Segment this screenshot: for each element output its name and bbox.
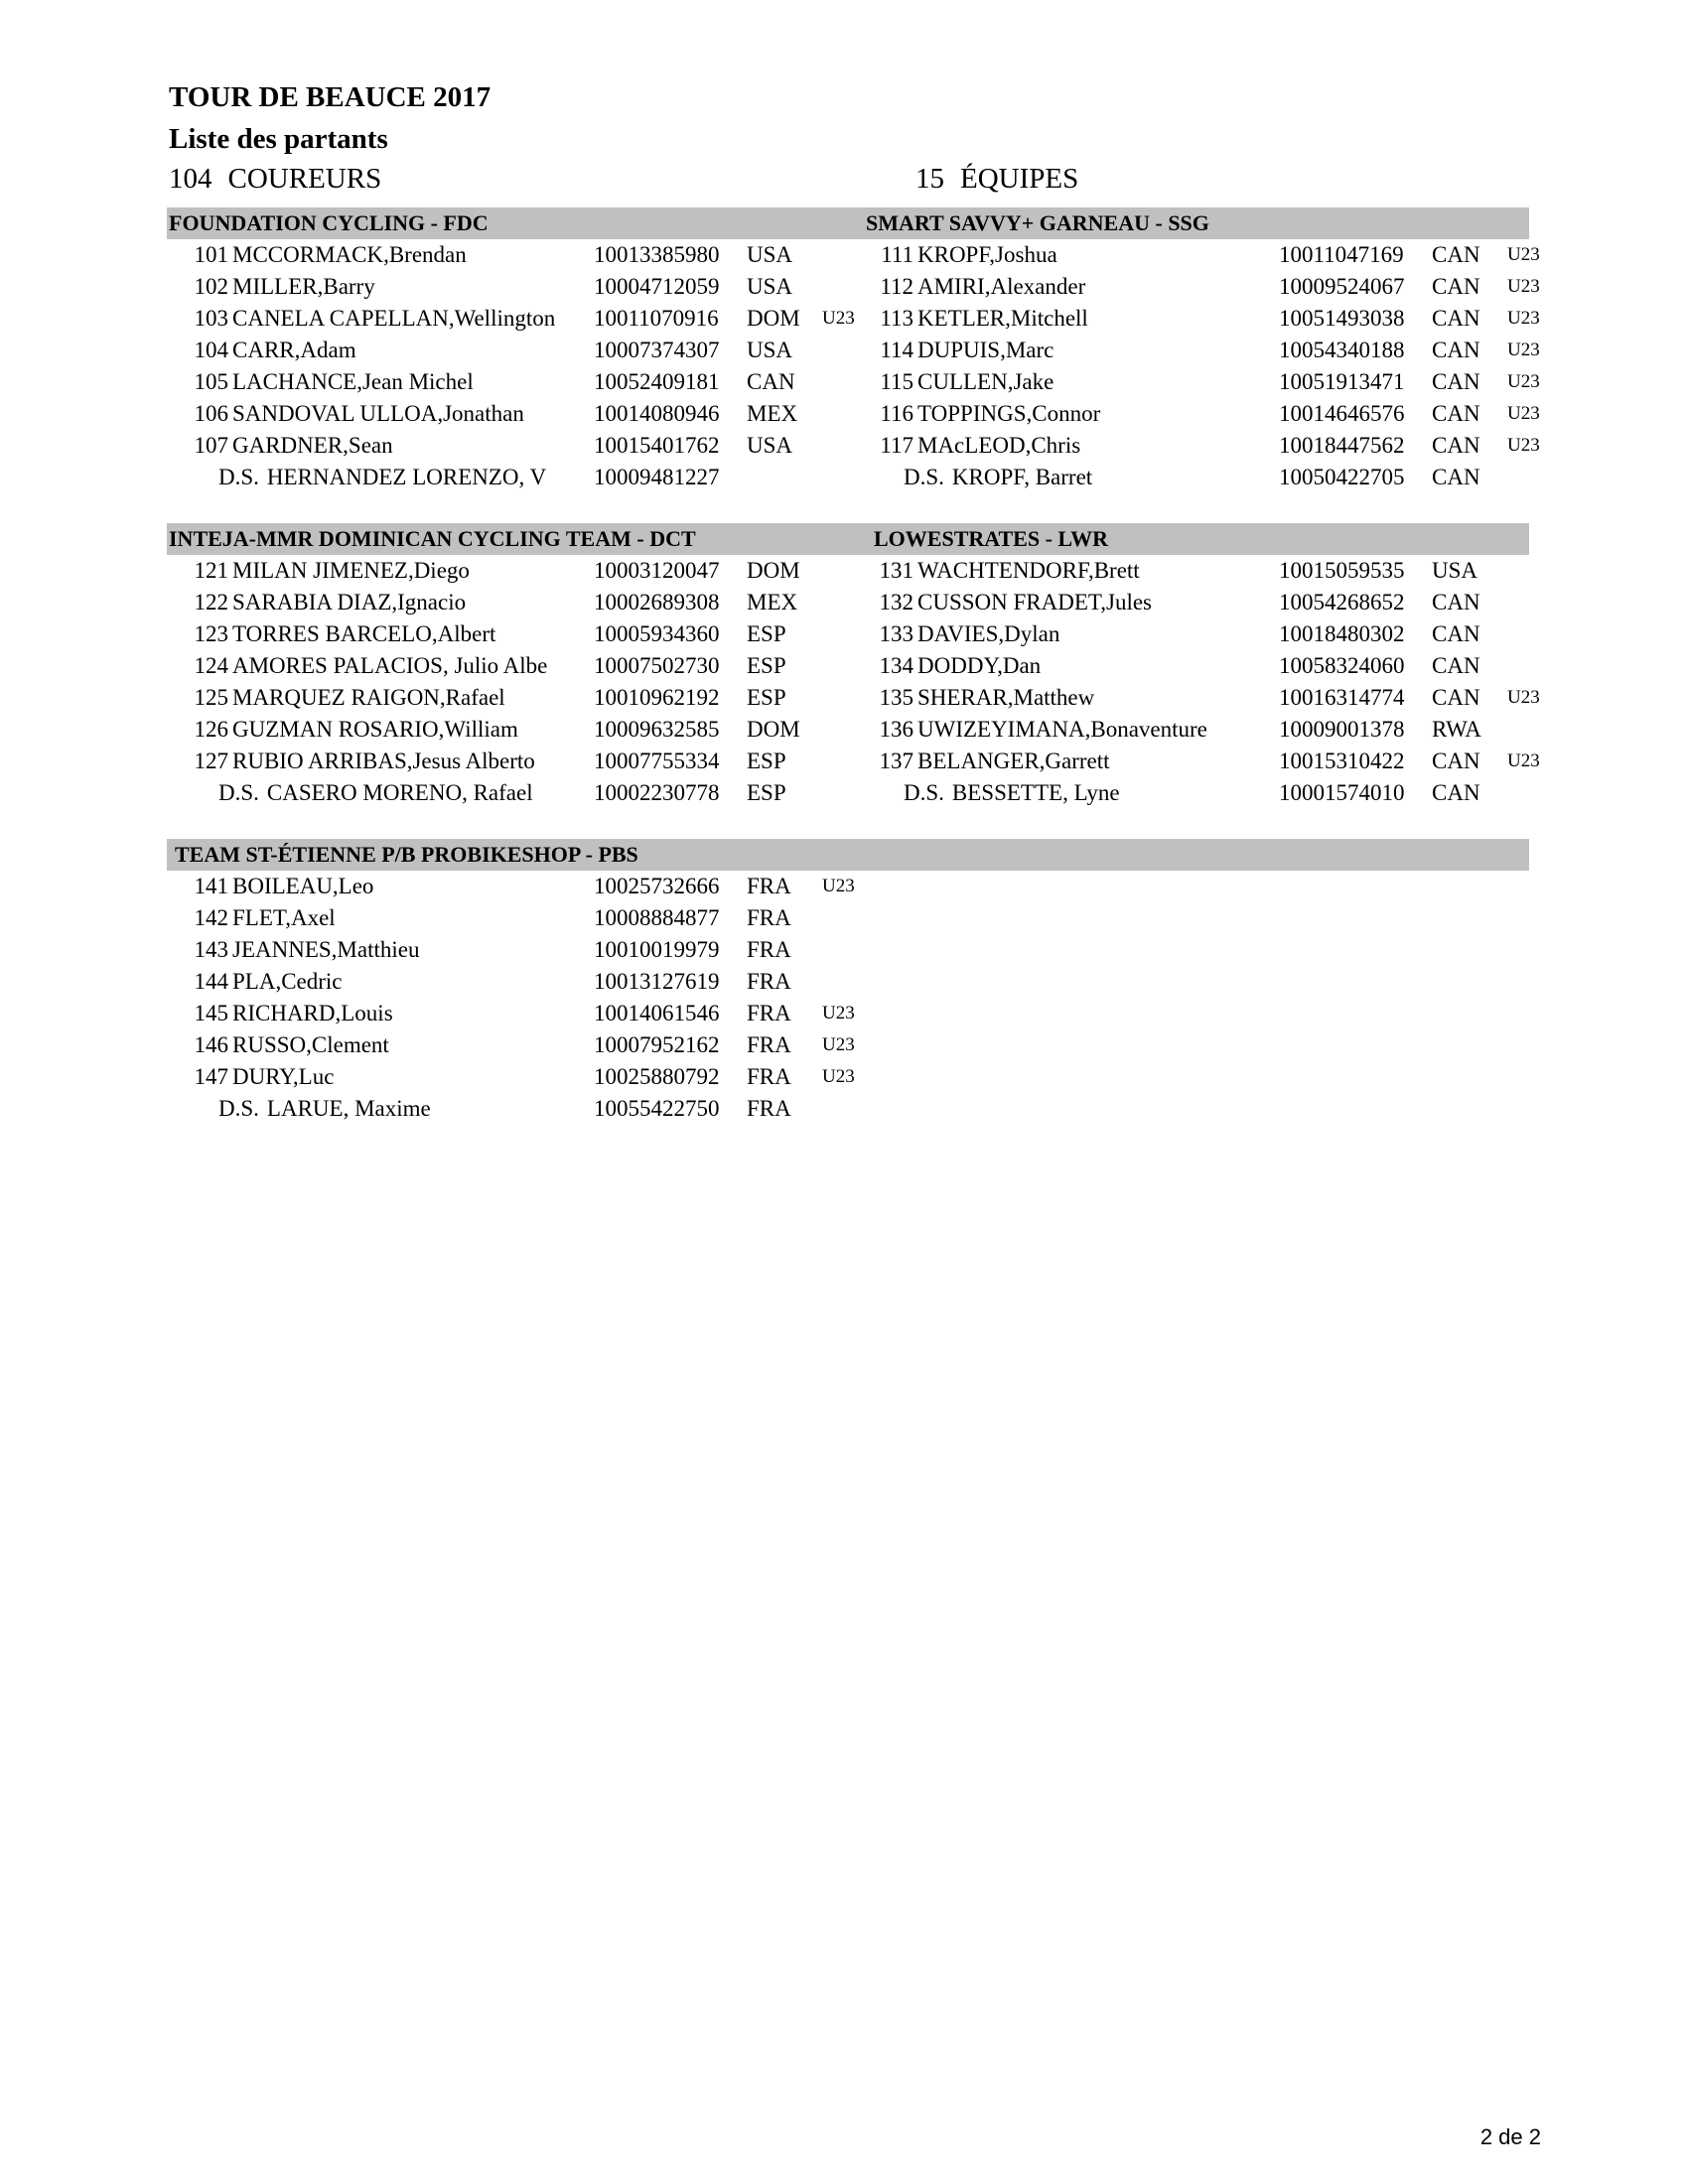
director-name: CASERO MORENO, Rafael xyxy=(266,780,533,805)
rider-name: WACHTENDORF,Brett xyxy=(917,558,1140,583)
rider-name: AMORES PALACIOS, Julio Albe xyxy=(232,653,548,678)
rider-row xyxy=(854,271,1539,303)
rider-row xyxy=(854,714,1539,746)
rider-row xyxy=(854,398,1539,430)
rider-uci-id: 10008884877 xyxy=(594,905,720,930)
rider-uci-id: 10011070916 xyxy=(594,306,719,331)
rider-name: RUSSO,Clement xyxy=(232,1032,389,1057)
rider-row xyxy=(854,303,1539,335)
rider-uci-id: 10014646576 xyxy=(1279,401,1405,426)
team-name: FOUNDATION CYCLING - FDC xyxy=(169,210,489,235)
rider-uci-id: 10013385980 xyxy=(594,242,720,267)
rider-name: RUBIO ARRIBAS,Jesus Alberto xyxy=(232,749,535,773)
rider-name: DAVIES,Dylan xyxy=(917,621,1060,646)
rider-row xyxy=(169,555,854,587)
rider-name: KROPF,Joshua xyxy=(917,242,1057,267)
rider-category: U23 xyxy=(1507,308,1540,329)
team-roster xyxy=(854,239,1539,491)
rider-row xyxy=(169,746,854,777)
rider-category: U23 xyxy=(822,1034,855,1055)
rider-row xyxy=(854,618,1539,650)
rider-row xyxy=(169,430,854,462)
rider-nationality: CAN xyxy=(1432,433,1480,458)
rider-row xyxy=(169,303,854,335)
rider-name: CARR,Adam xyxy=(232,338,356,362)
rider-number: 125 xyxy=(194,685,228,710)
rider-row xyxy=(169,335,854,366)
director-uci-id: 10050422705 xyxy=(1279,465,1405,489)
director-name-cell xyxy=(218,777,572,809)
rider-number: 143 xyxy=(194,937,228,962)
director-label: D.S. xyxy=(218,1096,259,1121)
rider-nationality: USA xyxy=(747,338,793,362)
director-name: KROPF, Barret xyxy=(951,465,1093,489)
rider-row xyxy=(854,746,1539,777)
rider-name: DODDY,Dan xyxy=(917,653,1042,678)
rider-number: 147 xyxy=(194,1064,228,1089)
rider-nationality: CAN xyxy=(1432,338,1480,362)
rider-name: GUZMAN ROSARIO,William xyxy=(232,717,518,742)
director-label: D.S. xyxy=(904,465,944,489)
director-row xyxy=(169,462,854,491)
director-uci-id: 10002230778 xyxy=(594,780,720,805)
rider-uci-id: 10025732666 xyxy=(594,874,720,898)
rider-nationality: FRA xyxy=(747,874,791,898)
rider-uci-id: 10054340188 xyxy=(1279,338,1405,362)
rider-row xyxy=(854,650,1539,682)
rider-row xyxy=(854,555,1539,587)
rider-number: 137 xyxy=(879,749,914,773)
rider-nationality: CAN xyxy=(1432,242,1480,267)
team-name: TEAM ST-ÉTIENNE P/B PROBIKESHOP - PBS xyxy=(175,842,638,867)
rider-number: 116 xyxy=(880,401,914,426)
riders-count xyxy=(169,163,381,196)
rider-nationality: CAN xyxy=(1432,401,1480,426)
director-uci-id: 10055422750 xyxy=(594,1096,720,1121)
rider-number: 131 xyxy=(879,558,914,583)
rider-name: JEANNES,Matthieu xyxy=(232,937,420,962)
director-row xyxy=(169,777,854,807)
rider-uci-id: 10007755334 xyxy=(594,749,720,773)
rider-uci-id: 10015059535 xyxy=(1279,558,1405,583)
director-nationality: FRA xyxy=(747,1096,791,1121)
rider-category: U23 xyxy=(1507,244,1540,265)
rider-number: 115 xyxy=(880,369,914,394)
rider-nationality: FRA xyxy=(747,937,791,962)
rider-uci-id: 10051913471 xyxy=(1279,369,1405,394)
rider-category: U23 xyxy=(1507,371,1540,392)
rider-number: 135 xyxy=(879,685,914,710)
rider-name: RICHARD,Louis xyxy=(232,1001,393,1025)
rider-name: SARABIA DIAZ,Ignacio xyxy=(232,590,467,614)
director-row xyxy=(169,1093,854,1123)
rider-row xyxy=(169,714,854,746)
page-title: TOUR DE BEAUCE 2017 xyxy=(169,81,492,113)
team-roster xyxy=(169,555,854,807)
rider-uci-id: 10007374307 xyxy=(594,338,720,362)
rider-name: UWIZEYIMANA,Bonaventure xyxy=(917,717,1207,742)
rider-number: 113 xyxy=(880,306,914,331)
rider-number: 141 xyxy=(194,874,228,898)
director-row xyxy=(854,462,1539,491)
rider-uci-id: 10011047169 xyxy=(1279,242,1404,267)
director-row xyxy=(854,777,1539,807)
rider-category: U23 xyxy=(1507,751,1540,771)
director-name: BESSETTE, Lyne xyxy=(951,780,1120,805)
rider-category: U23 xyxy=(1507,276,1540,297)
rider-number: 132 xyxy=(879,590,914,614)
rider-name: BOILEAU,Leo xyxy=(232,874,374,898)
rider-uci-id: 10052409181 xyxy=(594,369,720,394)
rider-number: 136 xyxy=(879,717,914,742)
rider-category: U23 xyxy=(1507,435,1540,456)
page-subtitle: Liste des partants xyxy=(169,123,388,155)
rider-uci-id: 10009001378 xyxy=(1279,717,1405,742)
rider-name: MILLER,Barry xyxy=(232,274,375,299)
rider-nationality: CAN xyxy=(1432,590,1480,614)
team-roster xyxy=(169,871,854,1123)
rider-uci-id: 10058324060 xyxy=(1279,653,1405,678)
rider-uci-id: 10014061546 xyxy=(594,1001,720,1025)
team-name: INTEJA-MMR DOMINICAN CYCLING TEAM - DCT xyxy=(169,526,696,551)
rider-category: U23 xyxy=(822,308,855,329)
rider-number: 144 xyxy=(194,969,228,994)
rider-uci-id: 10015401762 xyxy=(594,433,720,458)
rider-number: 146 xyxy=(194,1032,228,1057)
rider-nationality: DOM xyxy=(747,558,800,583)
rider-nationality: ESP xyxy=(747,653,786,678)
rider-number: 105 xyxy=(194,369,228,394)
rider-nationality: CAN xyxy=(1432,274,1480,299)
director-name-cell xyxy=(218,462,572,493)
rider-uci-id: 10007952162 xyxy=(594,1032,720,1057)
rider-name: MILAN JIMENEZ,Diego xyxy=(232,558,470,583)
team-name: LOWESTRATES - LWR xyxy=(874,526,1108,551)
rider-row xyxy=(854,682,1539,714)
rider-number: 133 xyxy=(879,621,914,646)
rider-row xyxy=(169,650,854,682)
rider-row xyxy=(169,966,854,998)
rider-name: DUPUIS,Marc xyxy=(917,338,1055,362)
rider-nationality: DOM xyxy=(747,717,800,742)
rider-uci-id: 10002689308 xyxy=(594,590,720,614)
rider-nationality: FRA xyxy=(747,969,791,994)
rider-uci-id: 10018480302 xyxy=(1279,621,1405,646)
rider-nationality: USA xyxy=(747,433,793,458)
director-label: D.S. xyxy=(904,780,944,805)
rider-number: 126 xyxy=(194,717,228,742)
rider-name: SANDOVAL ULLOA,Jonathan xyxy=(232,401,524,426)
director-name: LARUE, Maxime xyxy=(266,1096,431,1121)
rider-nationality: FRA xyxy=(747,1001,791,1025)
page-number: 2 de 2 xyxy=(1479,2124,1541,2149)
rider-name: AMIRI,Alexander xyxy=(917,274,1086,299)
riders-count-label: COUREURS xyxy=(227,163,382,195)
rider-nationality: CAN xyxy=(1432,685,1480,710)
rider-uci-id: 10013127619 xyxy=(594,969,720,994)
rider-number: 114 xyxy=(880,338,914,362)
rider-name: MAcLEOD,Chris xyxy=(917,433,1081,458)
team-name: SMART SAVVY+ GARNEAU - SSG xyxy=(866,210,1209,235)
rider-number: 121 xyxy=(194,558,228,583)
rider-name: MCCORMACK,Brendan xyxy=(232,242,467,267)
rider-nationality: FRA xyxy=(747,1064,791,1089)
rider-uci-id: 10005934360 xyxy=(594,621,720,646)
rider-number: 104 xyxy=(194,338,228,362)
rider-uci-id: 10051493038 xyxy=(1279,306,1405,331)
rider-number: 106 xyxy=(194,401,228,426)
rider-name: FLET,Axel xyxy=(232,905,336,930)
rider-uci-id: 10015310422 xyxy=(1279,749,1405,773)
rider-nationality: CAN xyxy=(1432,306,1480,331)
rider-number: 101 xyxy=(194,242,228,267)
rider-uci-id: 10010962192 xyxy=(594,685,720,710)
rider-nationality: DOM xyxy=(747,306,800,331)
rider-number: 127 xyxy=(194,749,228,773)
rider-nationality: ESP xyxy=(747,621,786,646)
rider-row xyxy=(169,271,854,303)
rider-row xyxy=(854,239,1539,271)
rider-row xyxy=(854,335,1539,366)
rider-uci-id: 10009632585 xyxy=(594,717,720,742)
rider-nationality: CAN xyxy=(1432,369,1480,394)
rider-row xyxy=(169,871,854,902)
rider-nationality: CAN xyxy=(1432,653,1480,678)
rider-number: 142 xyxy=(194,905,228,930)
rider-number: 103 xyxy=(194,306,228,331)
rider-uci-id: 10014080946 xyxy=(594,401,720,426)
rider-row xyxy=(169,618,854,650)
rider-number: 102 xyxy=(194,274,228,299)
rider-name: GARDNER,Sean xyxy=(232,433,393,458)
rider-nationality: ESP xyxy=(747,749,786,773)
director-label: D.S. xyxy=(218,465,259,489)
rider-number: 111 xyxy=(881,242,914,267)
team-roster xyxy=(169,239,854,491)
rider-uci-id: 10018447562 xyxy=(1279,433,1405,458)
rider-nationality: MEX xyxy=(747,590,798,614)
rider-name: TOPPINGS,Connor xyxy=(917,401,1101,426)
rider-uci-id: 10025880792 xyxy=(594,1064,720,1089)
rider-uci-id: 10054268652 xyxy=(1279,590,1405,614)
rider-row xyxy=(169,1061,854,1093)
rider-nationality: USA xyxy=(1432,558,1478,583)
rider-nationality: RWA xyxy=(1432,717,1481,742)
rider-row xyxy=(169,239,854,271)
rider-category: U23 xyxy=(822,1003,855,1024)
rider-nationality: CAN xyxy=(1432,621,1480,646)
rider-name: TORRES BARCELO,Albert xyxy=(232,621,496,646)
rider-row xyxy=(169,934,854,966)
rider-number: 107 xyxy=(194,433,228,458)
rider-nationality: USA xyxy=(747,274,793,299)
rider-category: U23 xyxy=(1507,403,1540,424)
rider-name: CUSSON FRADET,Jules xyxy=(917,590,1152,614)
director-name-cell xyxy=(218,1093,572,1125)
rider-nationality: ESP xyxy=(747,685,786,710)
rider-category: U23 xyxy=(822,876,855,896)
rider-number: 117 xyxy=(880,433,914,458)
rider-category: U23 xyxy=(1507,340,1540,360)
rider-nationality: FRA xyxy=(747,905,791,930)
director-name-cell xyxy=(904,462,1257,493)
rider-number: 112 xyxy=(880,274,914,299)
rider-row xyxy=(169,682,854,714)
teams-count xyxy=(915,163,1078,196)
rider-row xyxy=(169,902,854,934)
rider-row xyxy=(169,366,854,398)
rider-nationality: CAN xyxy=(1432,749,1480,773)
director-name-cell xyxy=(904,777,1257,809)
director-name: HERNANDEZ LORENZO, V xyxy=(266,465,547,489)
teams-count-label: ÉQUIPES xyxy=(960,163,1079,195)
director-uci-id: 10001574010 xyxy=(1279,780,1405,805)
riders-count-value: 104 xyxy=(169,163,212,195)
rider-row xyxy=(169,1029,854,1061)
director-uci-id: 10009481227 xyxy=(594,465,720,489)
rider-name: CULLEN,Jake xyxy=(917,369,1055,394)
rider-nationality: CAN xyxy=(747,369,795,394)
rider-uci-id: 10010019979 xyxy=(594,937,720,962)
rider-row xyxy=(854,430,1539,462)
rider-number: 124 xyxy=(194,653,228,678)
rider-row xyxy=(169,398,854,430)
rider-row xyxy=(854,366,1539,398)
rider-number: 123 xyxy=(194,621,228,646)
rider-name: PLA,Cedric xyxy=(232,969,343,994)
rider-uci-id: 10004712059 xyxy=(594,274,720,299)
director-nationality: CAN xyxy=(1432,465,1480,489)
rider-number: 122 xyxy=(194,590,228,614)
rider-number: 134 xyxy=(879,653,914,678)
director-nationality: ESP xyxy=(747,780,786,805)
rider-category: U23 xyxy=(822,1066,855,1087)
rider-row xyxy=(854,587,1539,618)
rider-name: BELANGER,Garrett xyxy=(917,749,1110,773)
rider-nationality: FRA xyxy=(747,1032,791,1057)
rider-name: MARQUEZ RAIGON,Rafael xyxy=(232,685,505,710)
rider-nationality: MEX xyxy=(747,401,798,426)
rider-name: SHERAR,Matthew xyxy=(917,685,1095,710)
rider-name: DURY,Luc xyxy=(232,1064,335,1089)
director-nationality: CAN xyxy=(1432,780,1480,805)
rider-name: LACHANCE,Jean Michel xyxy=(232,369,474,394)
rider-name: CANELA CAPELLAN,Wellington xyxy=(232,306,556,331)
director-label: D.S. xyxy=(218,780,259,805)
rider-uci-id: 10003120047 xyxy=(594,558,720,583)
rider-nationality: USA xyxy=(747,242,793,267)
rider-uci-id: 10009524067 xyxy=(1279,274,1405,299)
rider-number: 145 xyxy=(194,1001,228,1025)
rider-category: U23 xyxy=(1507,687,1540,708)
team-roster xyxy=(854,555,1539,807)
rider-row xyxy=(169,587,854,618)
teams-count-value: 15 xyxy=(915,163,944,195)
rider-name: KETLER,Mitchell xyxy=(917,306,1088,331)
rider-uci-id: 10007502730 xyxy=(594,653,720,678)
rider-uci-id: 10016314774 xyxy=(1279,685,1405,710)
rider-row xyxy=(169,998,854,1029)
